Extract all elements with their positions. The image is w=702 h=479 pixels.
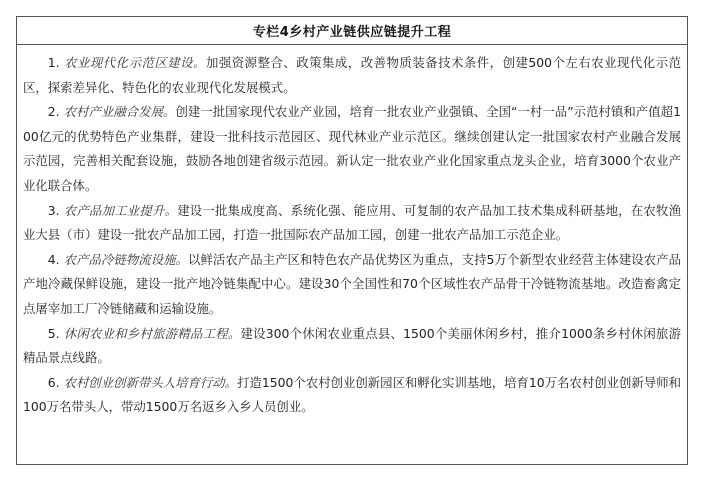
item-body: 打造1500个农村创业创新园区和孵化实训基地，培育10万名农村创业创新导师和100万名带头人，带动1500万名返乡入乡人员创业。 [23, 374, 681, 415]
item-heading: 农产品加工业提升。 [63, 202, 178, 218]
item-heading: 休闲农业和乡村旅游精品工程。 [63, 325, 241, 341]
item-body: 建设一批集成度高、系统化强、能应用、可复制的农产品加工技术集成科研基地，在农牧渔业大县（市）建设一批农产品加工园，打造一批国际农产品加工园，创建一批农产品加工示范企业。 [23, 202, 681, 243]
item-number: 2. [47, 104, 60, 120]
item-heading: 农业现代化示范区建设。 [64, 55, 206, 70]
item-number: 1. [47, 55, 60, 70]
item-body: 以鲜活农产品主产区和特色农产品优势区为重点，支持5万个新型农业经营主体建设农产品产地冷藏保鲜设施，建设一批产地冷链集配中心。建设30个全国性和70个区域性农产品骨干冷链物流基地。改造畜禽定点屠宰加工厂冷链储藏和运输设施。 [23, 251, 681, 316]
item-heading: 农村产业融合发展。 [63, 104, 176, 120]
item-1 [23, 51, 681, 100]
item-heading: 农村创业创新带头人培育行动。 [63, 374, 238, 390]
item-body: 建设300个休闲农业重点县、1500个美丽休闲乡村，推介1000条乡村休闲旅游精品景点线路。 [23, 325, 681, 366]
item-6 [23, 371, 681, 420]
column-title: 专栏4乡村产业链供应链提升工程 [252, 25, 452, 40]
item-number: 5. [47, 325, 60, 341]
item-number: 6. [47, 374, 60, 390]
item-5 [23, 322, 681, 371]
item-body: 加强资源整合、政策集成，改善物质装备技术条件，创建500个左右农业现代化示范区，探索差异化、特色化的农业现代化发展模式。 [23, 55, 681, 95]
item-3 [23, 199, 681, 248]
item-4 [23, 248, 681, 322]
item-number: 3. [47, 202, 60, 218]
item-number: 4. [47, 251, 60, 267]
item-body: 创建一批国家现代农业产业园，培育一批农业产业强镇、全国“一村一品”示范村镇和产值超100亿元的优势特色产业集群，建设一批科技示范园区、现代林业产业示范区。继续创建认定一批国家农村产业融合发展示范园，完善相关配套设施，鼓励各地创建省级示范园。新认定一批农业产业化国家重点龙头企业，培育3000个农业产业化联合体。 [23, 104, 681, 193]
item-2 [23, 100, 681, 198]
item-heading: 农产品冷链物流设施。 [63, 251, 189, 267]
title-row [17, 17, 687, 45]
column-content [17, 45, 687, 420]
column-box [16, 16, 688, 465]
